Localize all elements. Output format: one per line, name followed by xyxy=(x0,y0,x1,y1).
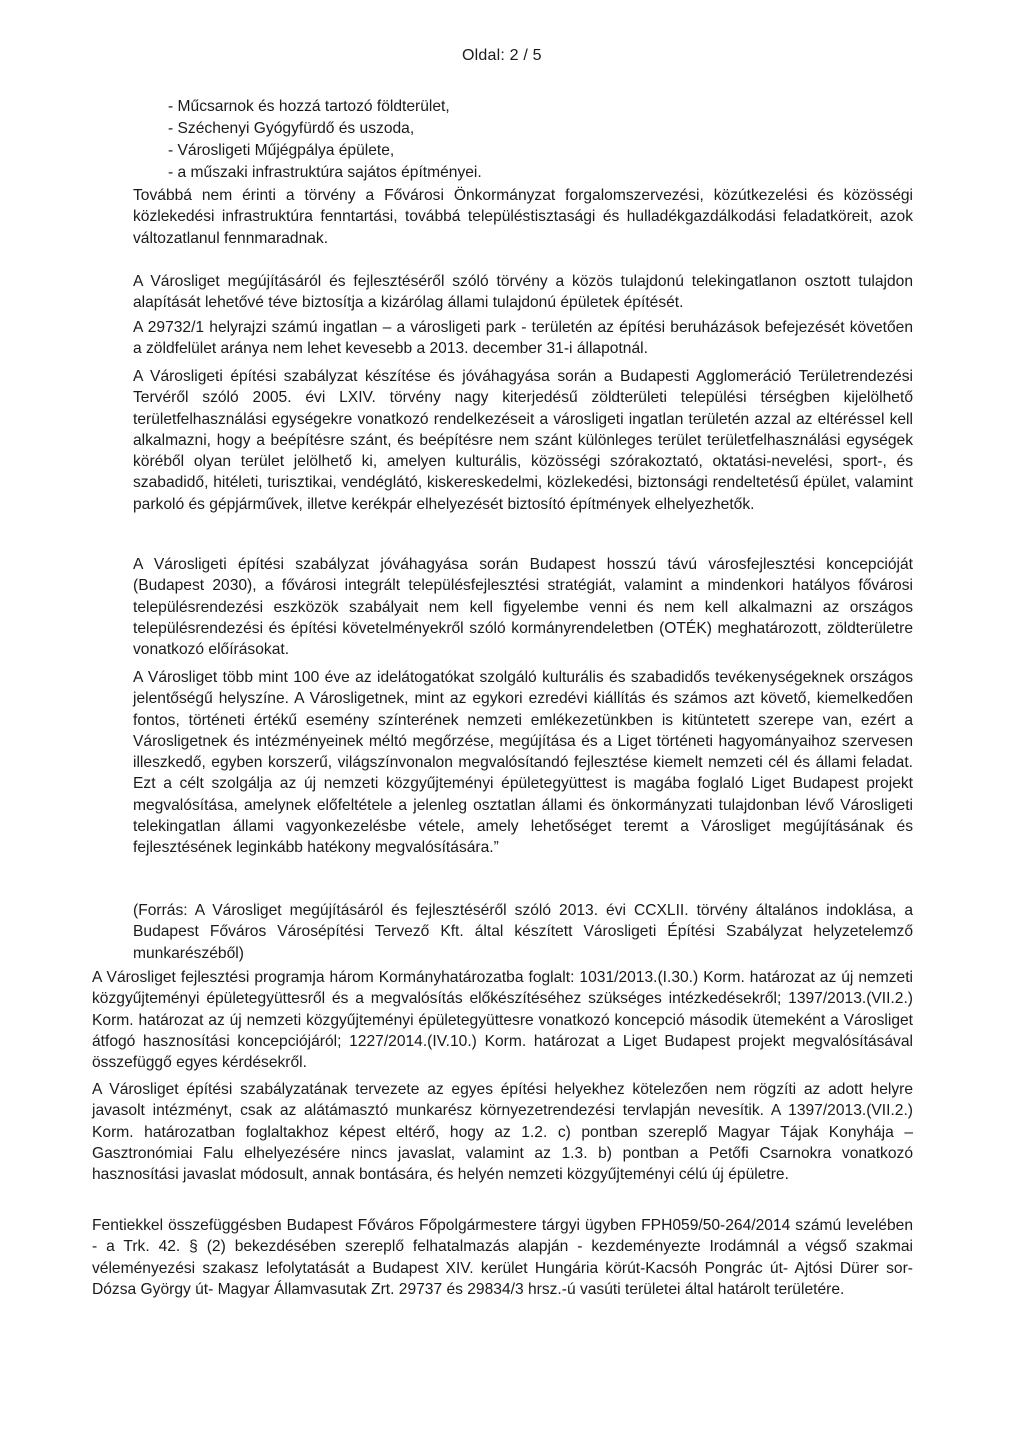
paragraph: Továbbá nem érinti a törvény a Fővárosi Önkormányzat forgalomszervezési, közútkezelési és közösségi közlekedési infrastruktúra fenntartási, továbbá településtisztasági és hulladékgazdálkodási feladatköreit, azok változatlanul fennmaradnak. xyxy=(133,187,913,247)
bullet-list xyxy=(168,96,928,184)
bullet-item: - Városligeti Műjégpálya épülete, xyxy=(168,142,395,159)
source-citation: (Forrás: A Városliget megújításáról és fejlesztéséről szóló 2013. évi CCXLII. törvény általános indoklása, a Budapest Főváros Városépítési Tervező Kft. által készített Városligeti Építési Szabályzat helyzetelemző munkarészéből) xyxy=(133,902,913,962)
bullet-item: - Műcsarnok és hozzá tartozó földterület, xyxy=(168,98,450,115)
paragraph: A Városliget több mint 100 éve az idelátogatókat szolgáló kulturális és szabadidős tevékenységeknek országos jelentőségű helyszíne. A Városligetnek, mint az egykori ezredévi kiállítás és számos azt követő, kiemelkedően fontos, történeti értékű esemény színterének nemzeti emlékezetünkben is kitüntetett szerepe van, ezért a Városligetnek és intézményeinek méltó megőrzése, megújítása és a Liget történeti hagyományaihoz szervesen illeszkedő, egyben korszerű, világszínvonalon megvalósítandó fejlesztése kiemelt nemzeti cél és állami feladat. Ezt a célt szolgálja az új nemzeti közgyűjteményi épületegyüttest is magába foglaló Liget Budapest projekt megvalósítása, amelynek előfeltétele a jelenleg osztatlan állami és önkormányzati tulajdonban lévő Városligeti telekingatlan állami vagyonkezelésbe vétele, amely lehetőséget teremt a Városliget megújításának és fejlesztésének leginkább hatékony megvalósítására.” xyxy=(133,669,913,857)
bullet-item: - Széchenyi Gyógyfürdő és uszoda, xyxy=(168,120,415,137)
bullet-item: - a műszaki infrastruktúra sajátos építményei. xyxy=(168,164,482,181)
paragraph: A Városliget megújításáról és fejlesztéséről szóló törvény a közös tulajdonú telekingatlanon osztott tulajdon alapítását lehetővé téve biztosítja a kizárólag állami tulajdonú épületek építését. xyxy=(133,273,913,312)
paragraph: A Városliget építési szabályzatának tervezete az egyes építési helyekhez kötelezően nem rögzíti az adott helyre javasolt intézményt, csak az alátámasztó munkarész környezetrendezési tervlapján nevesítik. A 1397/2013.(VII.2.) Korm. határozatban foglaltakhoz képest eltérő, hogy az 1.2. c) pontban szereplő Magyar Tájak Konyhája – Gasztronómiai Falu elhelyezésére nincs javaslat, valamint az 1.3. b) pontban a Petőfi Csarnokra vonatkozó hasznosítási javaslat módosult, annak bontására, és helyén nemzeti közgyűjteményi célú új épületre. xyxy=(92,1081,913,1184)
paragraph: Fentiekkel összefüggésben Budapest Főváros Főpolgármestere tárgyi ügyben FPH059/50-264/2014 számú levelében - a Trk. 42. § (2) bekezdésében szereplő felhatalmazás alapján - kezdeményezte Irodámnál a végső szakmai véleményezési szakasz lefolytatását a Budapest XIV. kerület Hungária körút-Kacsóh Pongrác út- Ajtósi Dürer sor- Dózsa György út- Magyar Államvasutak Zrt. 29737 és 29834/3 hrsz.-ú vasúti területei által határolt területére. xyxy=(92,1217,913,1298)
paragraph: A Városligeti építési szabályzat jóváhagyása során Budapest hosszú távú városfejlesztési koncepcióját (Budapest 2030), a fővárosi integrált településfejlesztési stratégiát, valamint a mindenkori hatályos fővárosi településrendezési eszközök szabályait nem kell figyelembe venni és nem kell alkalmazni az országos településrendezési és építési követelményekről szóló kormányrendeletben (OTÉK) meghatározott, zöldterületre vonatkozó előírásokat. xyxy=(133,556,913,659)
paragraph: A 29732/1 helyrajzi számú ingatlan – a városligeti park - területén az építési beruházások befejezését követően a zöldfelület aránya nem lehet kevesebb a 2013. december 31-i állapotnál. xyxy=(133,319,913,358)
paragraph: A Városligeti építési szabályzat készítése és jóváhagyása során a Budapesti Agglomeráció Területrendezési Tervéről szóló 2005. évi LXIV. törvény nagy kiterjedésű zöldterületi települési térségben kijelölhető területfelhasználási egységekre vonatkozó rendelkezéseit a városligeti ingatlan területén azzal az eltéréssel kell alkalmazni, hogy a beépítésre szánt, és beépítésre nem szánt különleges terület területfelhasználási egységek köréből olyan terület jelölhető ki, amelyen kulturális, közösségi szórakoztató, oktatási-nevelési, sport-, és szabadidő, hitéleti, turisztikai, vendéglátó, kiskereskedelmi, közlekedési, biztonsági rendeltetésű épület, valamint parkoló és gépjárművek, illetve kerékpár elhelyezését biztosító építmények elhelyezhetők. xyxy=(133,368,913,513)
paragraph: A Városliget fejlesztési programja három Kormányhatározatba foglalt: 1031/2013.(I.30.) Korm. határozat az új nemzeti közgyűjteményi épületegyüttesről és a megvalósítás előkészítéséhez szükséges intézkedésekről; 1397/2013.(VII.2.) Korm. határozat az új nemzeti közgyűjteményi épületegyüttesre vonatkozó koncepció második ütemeként a Városliget átfogó hasznosítási koncepciójáról; 1227/2014.(IV.10.) Korm. határozat a Liget Budapest projekt megvalósításával összefüggő egyes kérdésekről. xyxy=(92,969,913,1072)
page-number: Oldal: 2 / 5 xyxy=(462,47,542,64)
